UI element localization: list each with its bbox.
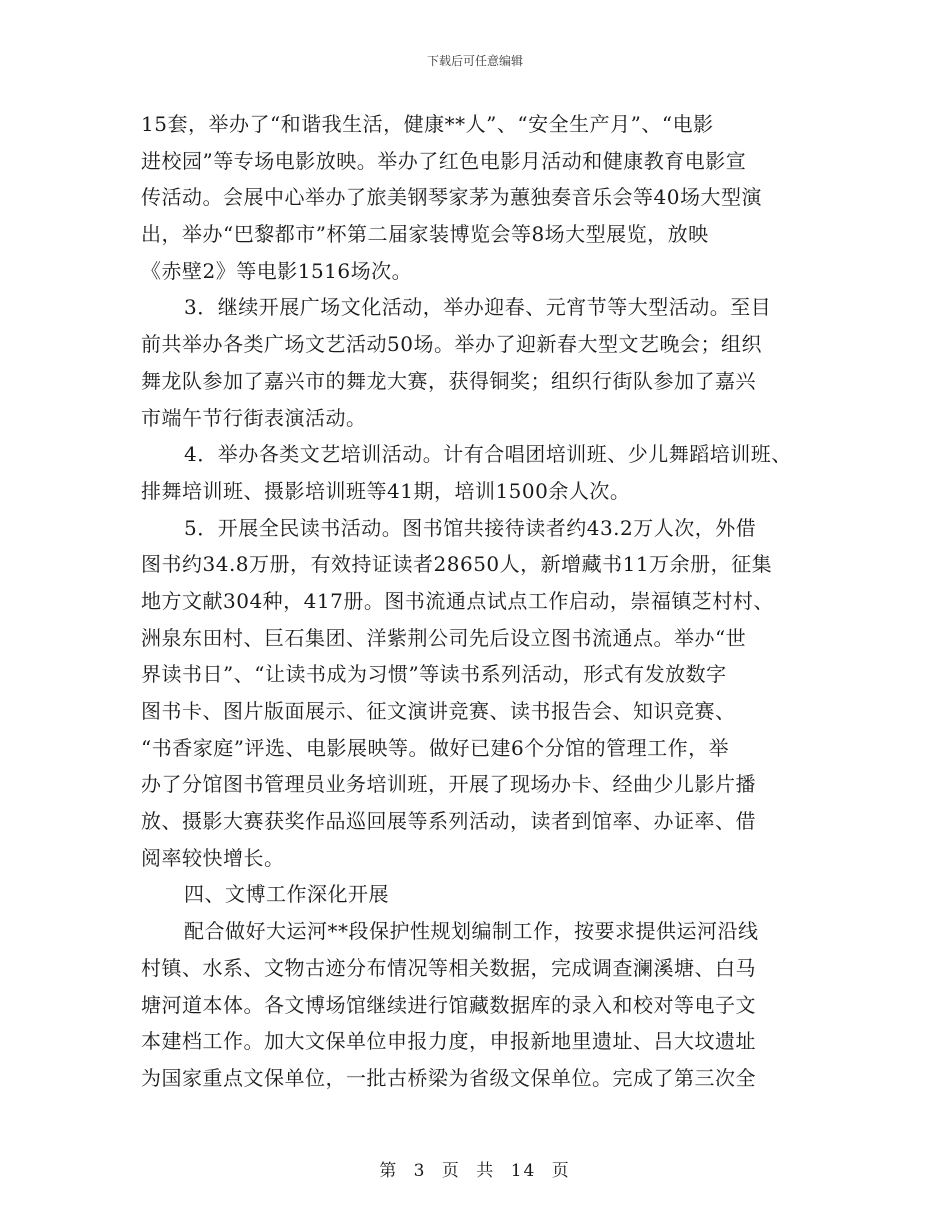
text-line: 本建档工作。加大文保单位申报力度，申报新地里遗址、吕大坟遗址 (141, 1029, 756, 1054)
text-line: 4．举办各类文艺培训活动。计有合唱团培训班、少儿舞蹈培训班、 (184, 442, 792, 467)
text-line: 5．开展全民读书活动。图书馆共接待读者约43.2万人次，外借 (184, 515, 757, 540)
page-footer (0, 1156, 950, 1181)
text-line: 放、摄影大赛获奖作品巡回展等系列活动，读者到馆率、办证率、借 (141, 809, 756, 834)
text-line: 出，举办“巴黎都市”杯第二届家装博览会等8场大型展览，放映 (141, 222, 709, 247)
text-line: 舞龙队参加了嘉兴市的舞龙大赛，获得铜奖；组织行街队参加了嘉兴 (141, 368, 756, 393)
text-line: 办了分馆图书管理员业务培训班，开展了现场办卡、经曲少儿影片播 (141, 772, 756, 797)
text-line: 3．继续开展广场文化活动，举办迎春、元宵节等大型活动。至目 (184, 295, 772, 320)
page-header: 下载后可任意编辑 (426, 54, 523, 68)
footer-prefix: 第 (379, 1161, 399, 1181)
text-line: “书香家庭”评选、电影展映等。做好已建6个分馆的管理工作，举 (141, 735, 730, 760)
text-line: 村镇、水系、文物古迹分布情况等相关数据，完成调查澜溪塘、白马 (141, 955, 756, 980)
text-line: 阅率较快增长。 (141, 845, 285, 870)
footer-total-pages: 14 (510, 1161, 537, 1181)
text-line: 前共举办各类广场文艺活动50场。举办了迎新春大型文艺晚会；组织 (141, 332, 762, 357)
footer-total-label: 共 (476, 1161, 496, 1181)
text-line: 配合做好大运河**段保护性规划编制工作，按要求提供运河沿线 (184, 919, 759, 944)
text-line: 图书约34.8万册，有效持证读者28650人，新增藏书11万余册，征集 (141, 552, 773, 577)
document-body (141, 106, 813, 1097)
text-line: 界读书日”、“让读书成为习惯”等读书系列活动，形式有发放数字 (141, 662, 727, 687)
text-line: 排舞培训班、摄影培训班等41期，培训1500余人次。 (141, 478, 631, 503)
footer-page-label: 页 (441, 1161, 461, 1181)
text-line: 洲泉东田村、巨石集团、洋紫荆公司先后设立图书流通点。举办“世 (141, 625, 747, 650)
text-line: 进校园”等专场电影放映。举办了红色电影月活动和健康教育电影宣 (141, 148, 747, 173)
footer-suffix: 页 (551, 1161, 571, 1181)
text-line: 为国家重点文保单位，一批古桥梁为省级文保单位。完成了第三次全 (141, 1065, 756, 1090)
footer-current-page: 3 (413, 1161, 427, 1181)
text-line: 地方文献304种，417册。图书流通点试点工作启动，崇福镇芝村村、 (141, 588, 774, 613)
text-line: 市端午节行街表演活动。 (141, 405, 367, 430)
text-line: 图书卡、图片版面展示、征文演讲竞赛、读书报告会、知识竞赛、 (141, 699, 736, 723)
text-line: 传活动。会展中心举办了旅美钢琴家茅为蕙独奏音乐会等40场大型演 (141, 185, 762, 210)
text-line: 塘河道本体。各文博场馆继续进行馆藏数据库的录入和校对等电子文 (141, 992, 756, 1017)
text-line: 《赤壁2》等电影1516场次。 (141, 258, 413, 283)
text-line: 四、文博工作深化开展 (184, 882, 389, 907)
text-line: 15套，举办了“和谐我生活，健康**人”、“安全生产月”、“电影 (141, 112, 714, 136)
